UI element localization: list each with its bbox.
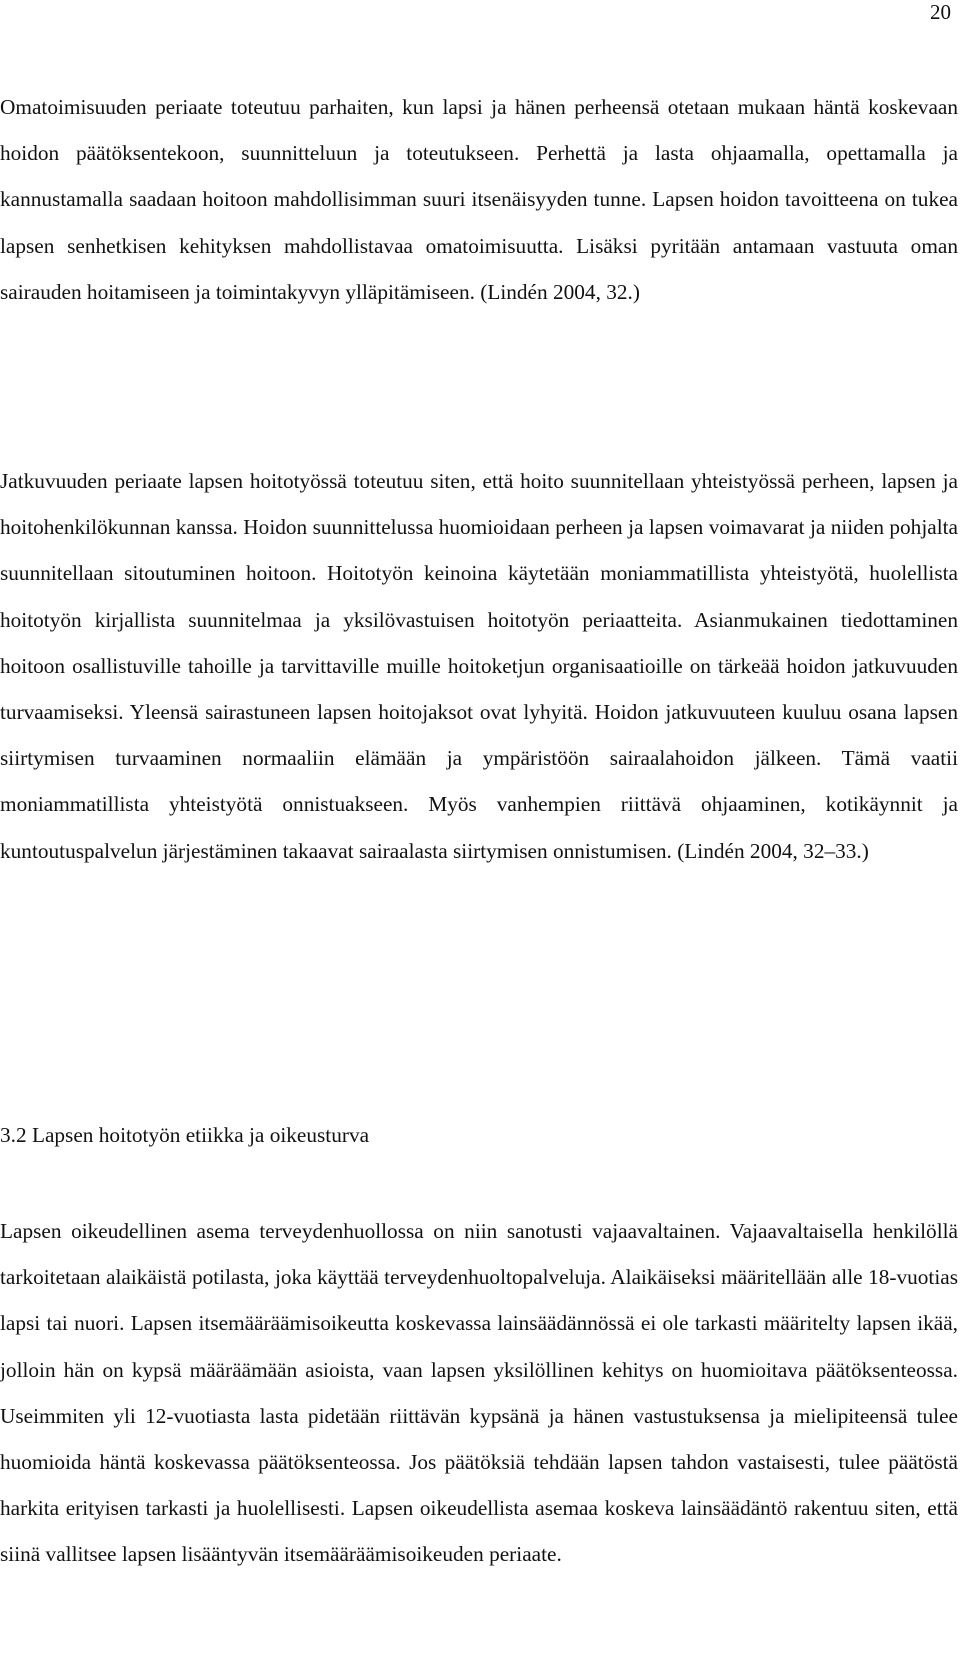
paragraph-self-care-principle: Omatoimisuuden periaate toteutuu parhaiten, kun lapsi ja hänen perheensä otetaan mukaan häntä koskevaan hoidon päätöksentekoon, suunnitteluun ja toteutukseen. Perhettä ja lasta ohjaamalla, opettamalla ja kannustamalla saadaan hoitoon mahdollisimman suuri itsenäisyyden tunne. Lapsen hoidon tavoitteena on tukea lapsen senhetkisen kehityksen mahdollistavaa omatoimisuutta. Lisäksi pyritään antamaan vastuuta oman sairauden hoitamiseen ja toimintakyvyn ylläpitämiseen. (Lindén 2004, 32.) [0,95,958,304]
paragraph-continuity-principle: Jatkuvuuden periaate lapsen hoitotyössä toteutuu siten, että hoito suunnitellaan yhteistyössä perheen, lapsen ja hoitohenkilökunnan kanssa. Hoidon suunnittelussa huomioidaan perheen ja lapsen voimavarat ja niiden pohjalta suunnitellaan sitoutuminen hoitoon. Hoitotyön keinoina käytetään moniammatillista yhteistyötä, huolellista hoitotyön kirjallista suunnitelmaa ja yksilövastuisen hoitotyön periaatteita. Asianmukainen tiedottaminen hoitoon osallistuville tahoille ja tarvittaville muille hoitoketjun organisaatioille on tärkeää hoidon jatkuvuuden turvaamiseksi. Yleensä sairastuneen lapsen hoitojaksot ovat lyhyitä. Hoidon jatkuvuuteen kuuluu osana lapsen siirtymisen turvaaminen normaaliin elämään ja ympäristöön sairaalahoidon jälkeen. Tämä vaatii moniammatillista yhteistyötä onnistuakseen. Myös vanhempien riittävä ohjaaminen, kotikäynnit ja kuntoutuspalvelun järjestäminen takaavat sairaalasta siirtymisen onnistumisen. (Lindén 2004, 32–33.) [0,469,958,863]
section-heading: 3.2 Lapsen hoitotyön etiikka ja oikeusturva [0,1123,370,1147]
paragraph-legal-status: Lapsen oikeudellinen asema terveydenhuollossa on niin sanotusti vajaavaltainen. Vajaavaltaisella henkilöllä tarkoitetaan alaikäistä potilasta, joka käyttää terveydenhuoltopalveluja. Alaikäiseksi määritellään alle 18-vuotias lapsi tai nuori. Lapsen itsemääräämisoikeutta koskevassa lainsäädännössä ei ole tarkasti määritelty lapsen ikää, jolloin hän on kypsä määräämään asioista, vaan lapsen yksilöllinen kehitys on huomioitava päätöksenteossa. Useimmiten yli 12-vuotiasta lasta pidetään riittävän kypsänä ja hänen vastustuksensa ja mielipiteensä tulee huomioida häntä koskevassa päätöksenteossa. Jos päätöksiä tehdään lapsen tahdon vastaisesti, tulee päätöstä harkita erityisen tarkasti ja huolellisesti. Lapsen oikeudellista asemaa koskeva lainsäädäntö rakentuu siten, että siinä vallitsee lapsen lisääntyvän itsemääräämisoikeuden periaate. [0,1219,958,1567]
page-number: 20 [930,0,951,24]
